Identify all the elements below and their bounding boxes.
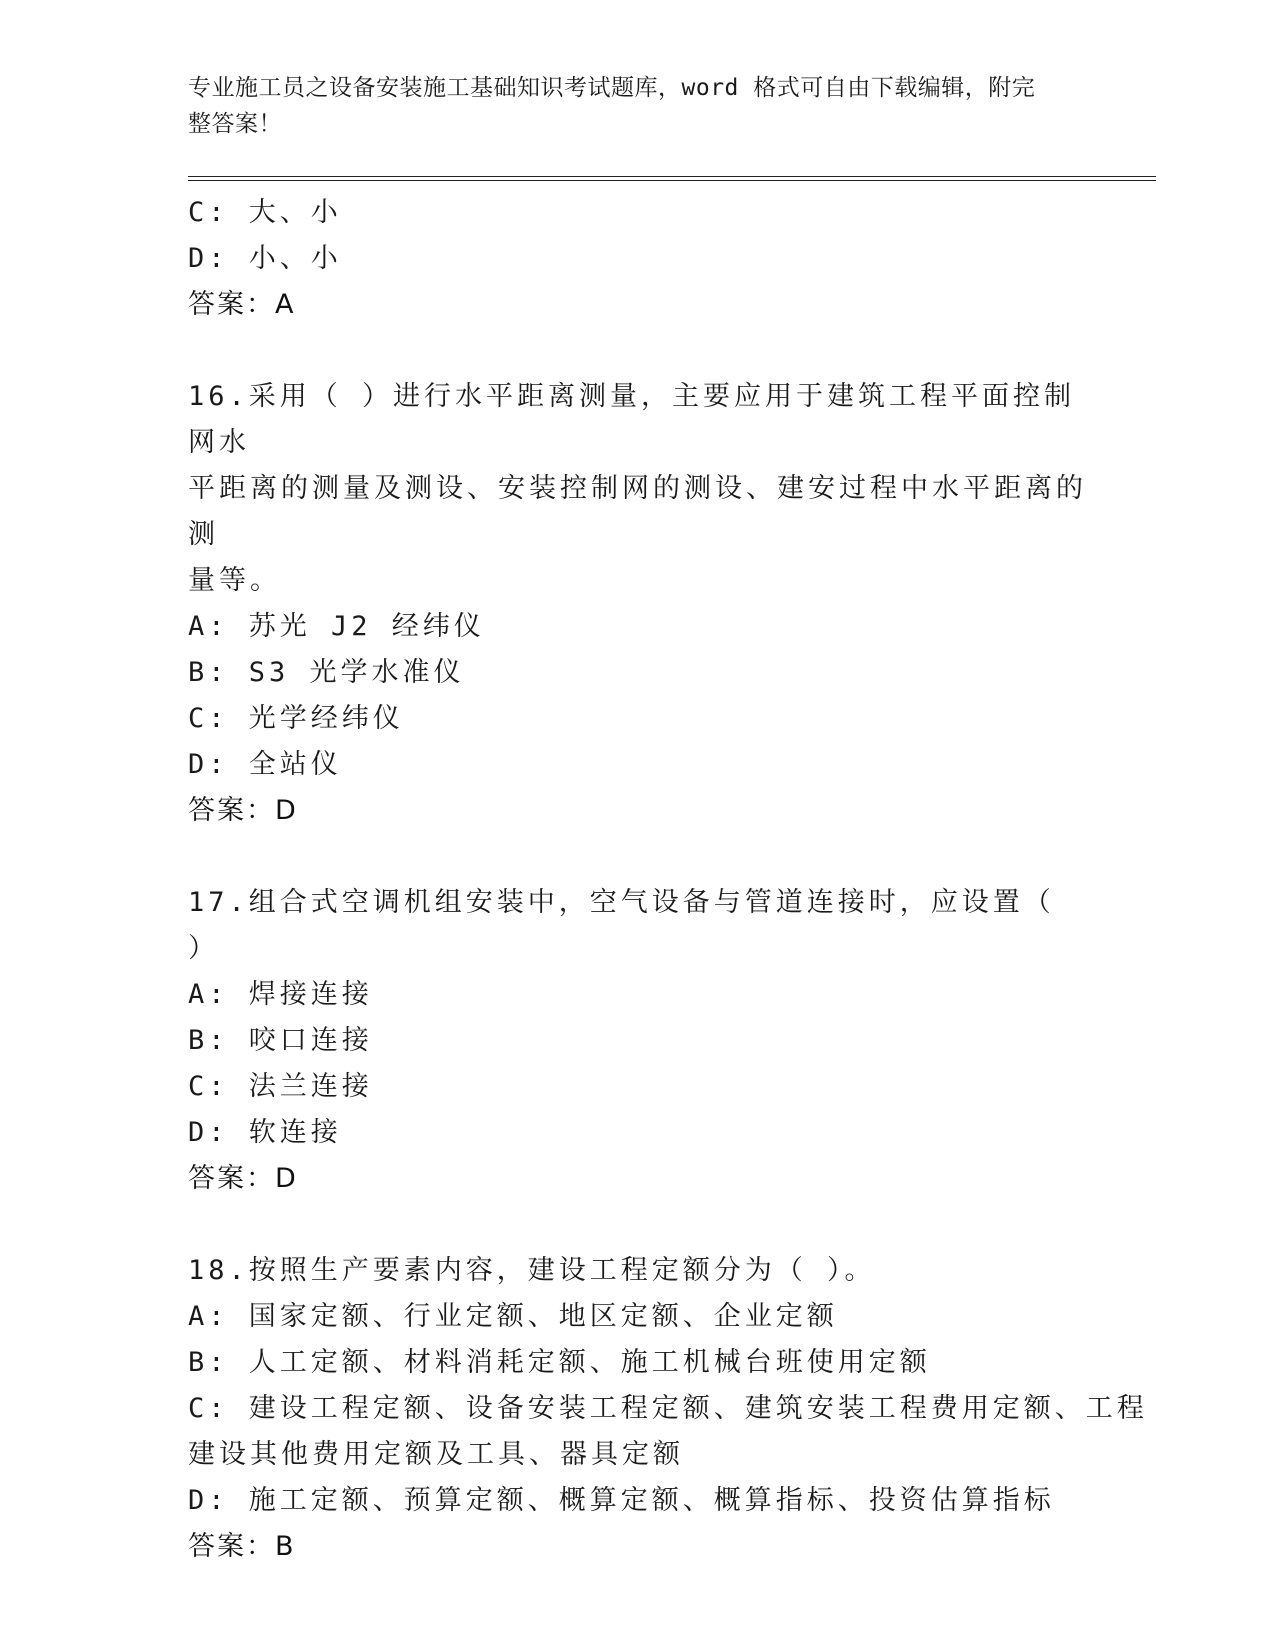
option-d: D: 小、小: [188, 243, 342, 274]
spacer: [188, 328, 1088, 374]
question-15: [188, 190, 1088, 328]
question-stem-line-1: 16.采用（ ）进行水平距离测量，主要应用于建筑工程平面控制网水: [188, 381, 1076, 458]
option-c: C: 大、小: [188, 197, 342, 228]
option-b: B: 咬口连接: [188, 1025, 373, 1056]
question-16: [188, 374, 1088, 834]
option-b: B: S3 光学水准仪: [188, 657, 465, 688]
question-list: [188, 190, 1148, 1570]
option-a: A: 焊接连接: [188, 979, 373, 1010]
option-c: C: 光学经纬仪: [188, 703, 404, 734]
option-d: D: 软连接: [188, 1117, 342, 1148]
option-b: B: 人工定额、材料消耗定额、施工机械台班使用定额: [188, 1347, 931, 1378]
answer: 答案：D: [188, 795, 298, 826]
option-a: A: 国家定额、行业定额、地区定额、企业定额: [188, 1301, 838, 1332]
question-17: [188, 880, 1088, 1202]
question-stem-line-1: 18.按照生产要素内容，建设工程定额分为（ ）。: [188, 1255, 876, 1286]
option-d: D: 施工定额、预算定额、概算定额、概算指标、投资估算指标: [188, 1485, 1055, 1516]
spacer: [188, 834, 1088, 880]
header-line-1: 专业施工员之设备安装施工基础知识考试题库，word 格式可自由下载编辑，附完: [188, 75, 1036, 101]
document-header: [188, 70, 1068, 142]
question-stem-line-2: 平距离的测量及测设、安装控制网的测设、建安过程中水平距离的测: [188, 473, 1087, 550]
question-18: [188, 1248, 1148, 1570]
spacer: [188, 1202, 1088, 1248]
question-stem-line-3: 量等。: [188, 565, 281, 596]
answer: 答案：B: [188, 1531, 296, 1562]
option-c-line-2: 建设其他费用定额及工具、器具定额: [188, 1439, 684, 1470]
option-c: C: 法兰连接: [188, 1071, 373, 1102]
header-line-2: 整答案！: [188, 111, 282, 137]
answer: 答案：D: [188, 1163, 298, 1194]
question-stem-line-1: 17.组合式空调机组安装中，空气设备与管道连接时，应设置（ ）: [188, 887, 1055, 964]
option-d: D: 全站仪: [188, 749, 342, 780]
header-divider: [188, 176, 1156, 181]
option-a: A: 苏光 J2 经纬仪: [188, 611, 485, 642]
option-c-line-1: C: 建设工程定额、设备安装工程定额、建筑安装工程费用定额、工程: [188, 1393, 1148, 1424]
answer: 答案：A: [188, 289, 296, 320]
